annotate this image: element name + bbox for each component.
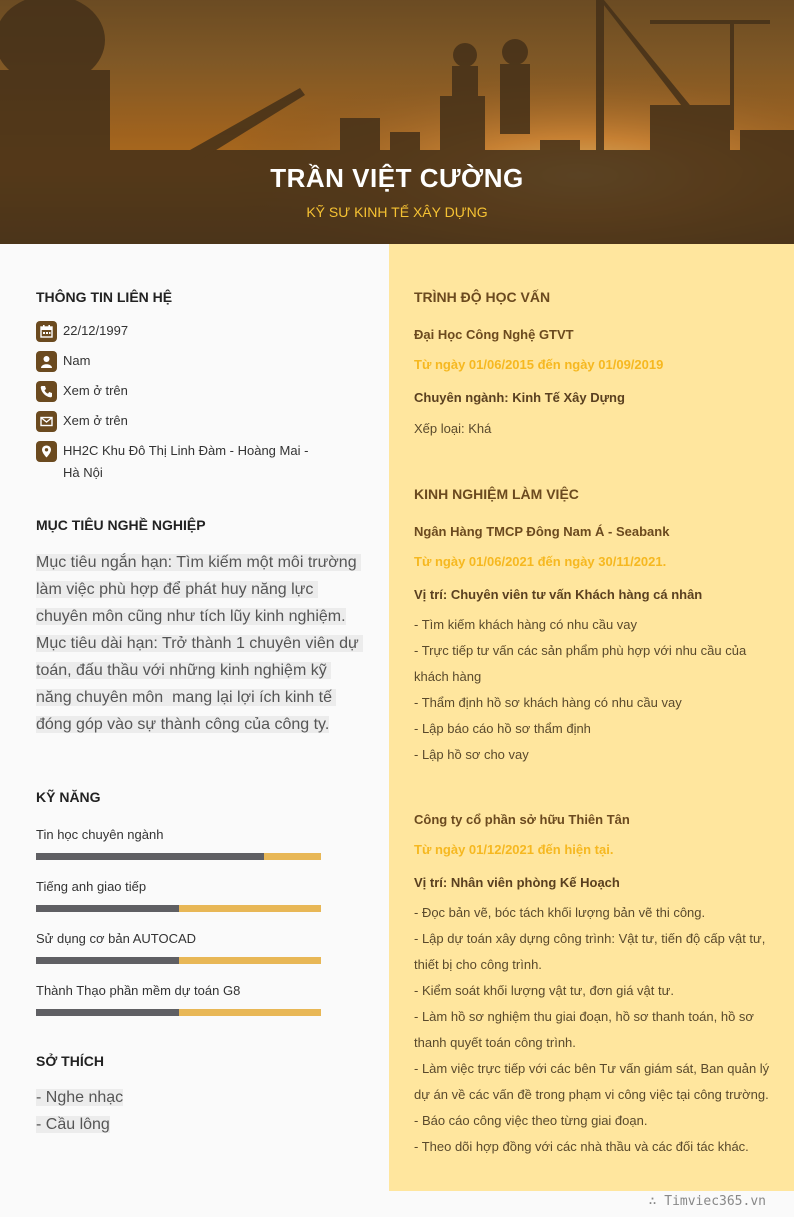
site-watermark: ∴ Timviec365.vn	[648, 1194, 766, 1209]
contact-gender	[36, 354, 336, 372]
job-task: - Lập báo cáo hồ sơ thẩm định	[414, 721, 591, 736]
contact-email	[36, 414, 336, 432]
contact-birthday	[36, 324, 336, 342]
hobby-text: - Cầu lông	[36, 1116, 110, 1133]
job-task: - Lập hồ sơ cho vay	[414, 747, 529, 762]
user-icon	[36, 351, 57, 372]
job-task: - Đọc bản vẽ, bóc tách khối lượng bản vẽ thi công.	[414, 905, 706, 920]
job-task-list	[414, 612, 774, 768]
candidate-name: TRẦN VIỆT CƯỜNG	[270, 163, 524, 193]
job-task: - Làm hồ sơ nghiệm thu giai đoạn, hồ sơ thanh toán, hồ sơ thanh quyết toán công trình.	[414, 1009, 754, 1050]
gender-text: Nam	[63, 353, 91, 368]
skill-bar	[36, 1009, 321, 1016]
calendar-icon	[36, 321, 57, 342]
objective-content: Mục tiêu ngắn hạn: Tìm kiếm một môi trường làm việc phù hợp để phát huy năng lực chuyên môn cũng như tích lũy kinh nghiệm. Mục tiêu dài hạn: Trở thành 1 chuyên viên dự toán, đấu thầu với những kinh nghiệm kỹ năng chuyên môn mang lại lợi ích kinh tế đóng góp vào sự thành công của công ty.	[36, 554, 363, 733]
skills-section-title: KỸ NĂNG	[36, 789, 101, 805]
job-title: KỸ SƯ KINH TẾ XÂY DỰNG	[306, 204, 488, 220]
skill-level-fill	[36, 905, 179, 912]
job-position: Vị trí: Nhân viên phòng Kế Hoạch	[414, 875, 620, 890]
contact-address	[36, 444, 336, 484]
job-company: Công ty cổ phần sở hữu Thiên Tân	[414, 812, 630, 827]
job-task: - Thẩm định hồ sơ khách hàng có nhu cầu vay	[414, 695, 682, 710]
education-major: Chuyên ngành: Kinh Tế Xây Dựng	[414, 390, 625, 405]
phone-text: Xem ở trên	[63, 383, 128, 398]
hobby-item	[36, 1111, 110, 1138]
skill-name: Thành Thạo phần mềm dự toán G8	[36, 983, 241, 998]
birthday-text: 22/12/1997	[63, 323, 129, 338]
job-task: - Tìm kiếm khách hàng có nhu cầu vay	[414, 617, 638, 632]
education-period: Từ ngày 01/06/2015 đến ngày 01/09/2019	[414, 357, 664, 372]
hobby-text: - Nghe nhạc	[36, 1089, 124, 1106]
job-task: - Theo dõi hợp đồng với các nhà thầu và các đối tác khác.	[414, 1139, 749, 1154]
hobbies-section-title: SỞ THÍCH	[36, 1053, 104, 1069]
email-text: Xem ở trên	[63, 413, 128, 428]
job-task: - Trực tiếp tư vấn các sản phẩm phù hợp với nhu cầu của khách hàng	[414, 643, 747, 684]
objective-text	[36, 549, 361, 738]
phone-icon	[36, 381, 57, 402]
contact-section-title: THÔNG TIN LIÊN HỆ	[36, 289, 173, 305]
experience-section-title: KINH NGHIỆM LÀM VIỆC	[414, 486, 579, 502]
address-text: HH2C Khu Đô Thị Linh Đàm - Hoàng Mai - Hà Nội	[63, 443, 309, 480]
email-icon	[36, 411, 57, 432]
job-task: - Làm việc trực tiếp với các bên Tư vấn giám sát, Ban quản lý dự án về các vấn đề trong phạm vi công việc tại công trường.	[414, 1061, 770, 1102]
header-banner	[0, 0, 794, 244]
job-period: Từ ngày 01/06/2021 đến ngày 30/11/2021.	[414, 554, 667, 569]
job-task-list	[414, 900, 774, 1160]
education-grade: Xếp loại: Khá	[414, 421, 492, 436]
skill-bar	[36, 905, 321, 912]
skill-name: Tin học chuyên ngành	[36, 827, 164, 842]
hobby-item	[36, 1084, 123, 1111]
skill-bar	[36, 957, 321, 964]
job-task: - Báo cáo công việc theo từng giai đoạn.	[414, 1113, 648, 1128]
job-company: Ngân Hàng TMCP Đông Nam Á - Seabank	[414, 524, 670, 539]
skill-level-fill	[36, 957, 179, 964]
job-period: Từ ngày 01/12/2021 đến hiện tại.	[414, 842, 614, 857]
location-pin-icon	[36, 441, 57, 462]
job-position: Vị trí: Chuyên viên tư vấn Khách hàng cá nhân	[414, 587, 703, 602]
job-task: - Kiểm soát khối lượng vật tư, đơn giá vật tư.	[414, 983, 674, 998]
skill-level-fill	[36, 1009, 179, 1016]
right-column	[389, 244, 794, 1191]
objective-section-title: MỤC TIÊU NGHỀ NGHIỆP	[36, 517, 206, 533]
school-name: Đại Học Công Nghệ GTVT	[414, 327, 574, 342]
skill-bar	[36, 853, 321, 860]
skill-level-fill	[36, 853, 264, 860]
skill-name: Sử dụng cơ bản AUTOCAD	[36, 931, 197, 946]
skill-name: Tiếng anh giao tiếp	[36, 879, 147, 894]
left-column	[0, 244, 389, 1217]
job-task: - Lập dự toán xây dựng công trình: Vật tư, tiến độ cấp vật tư, thiết bị cho công trình.	[414, 931, 766, 972]
contact-phone	[36, 384, 336, 402]
education-section-title: TRÌNH ĐỘ HỌC VẤN	[414, 289, 551, 305]
